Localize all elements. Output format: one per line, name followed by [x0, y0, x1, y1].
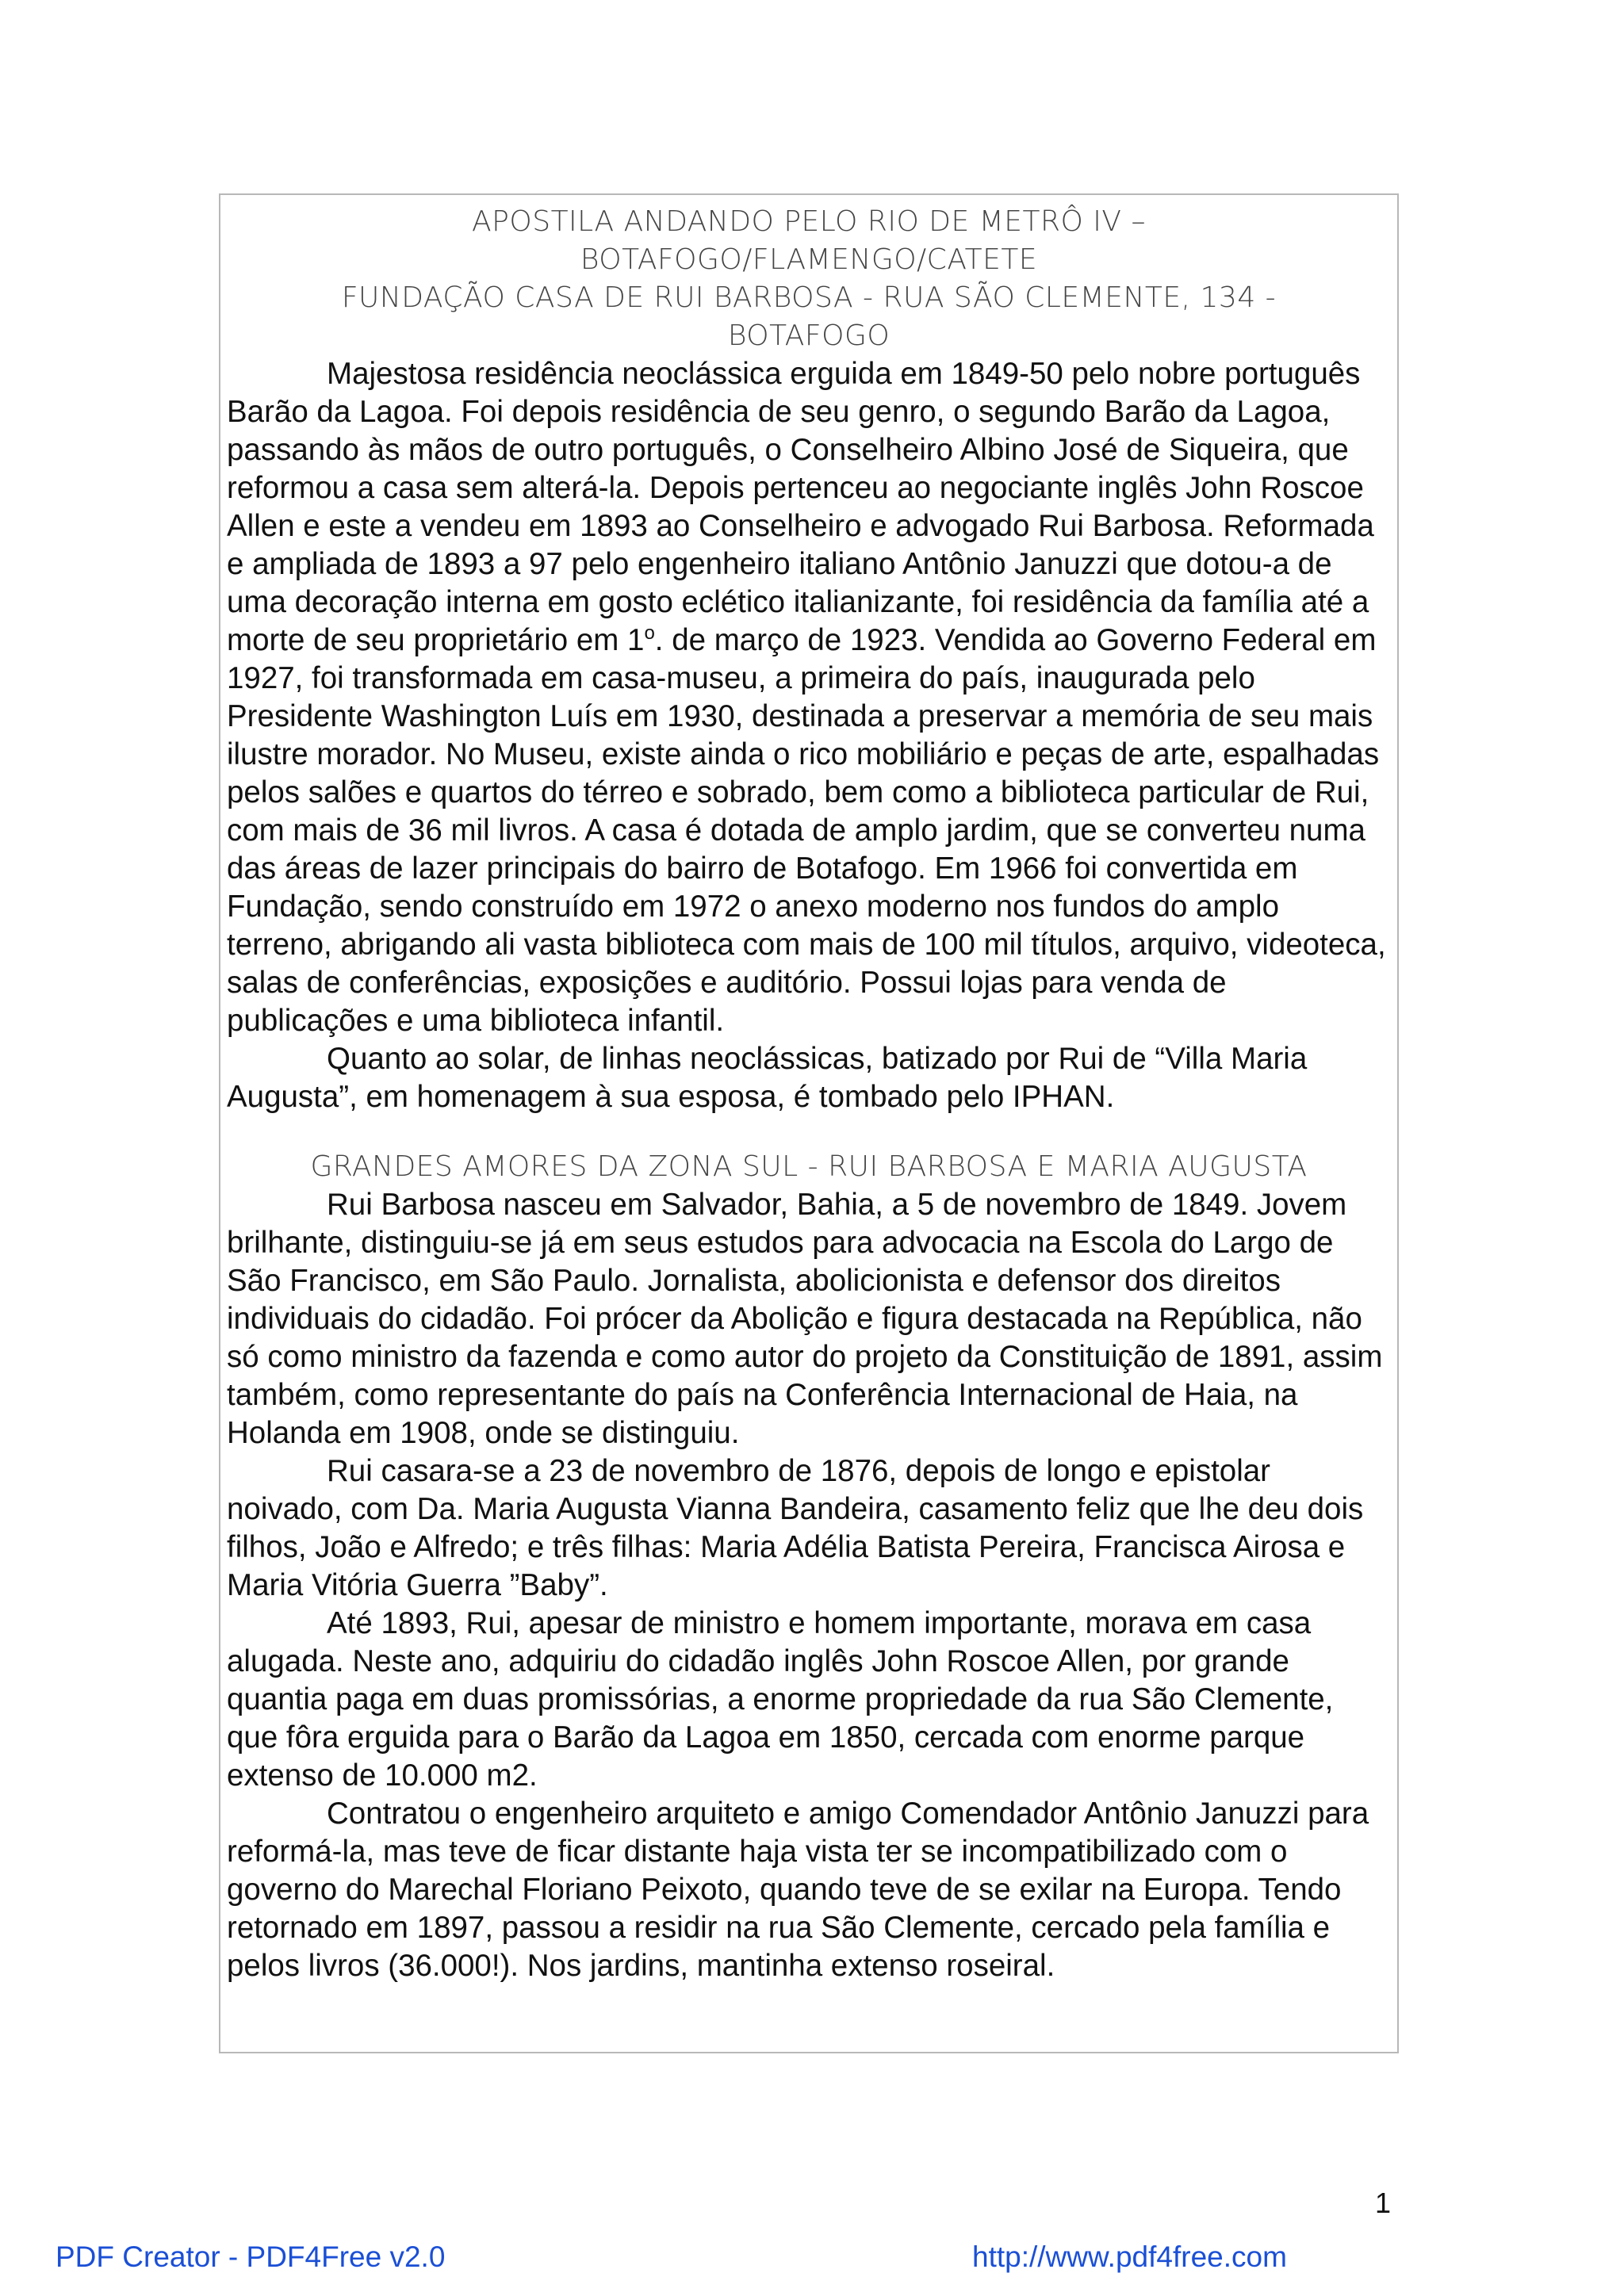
ordinal-superscript: o — [644, 622, 655, 645]
paragraph-text: . de março de 1923. Vendida ao Governo Federal em 1927, foi transformada em casa-museu, a primeira do país, inaugurada pelo Presidente Washington Luís em 1930, destinada a preservar a memória de seu mais ilustre morador. No Museu, existe ainda o rico mobiliário e peças de arte, espalhadas pelos salões e quartos do térreo e sobrado, bem como a biblioteca particular de Rui, com mais de 36 mil livros. A casa é dotada de amplo jardim, que se converteu numa das áreas de lazer principais do bairro de Botafogo. Em 1966 foi convertida em Fundação, sendo construído em 1972 o anexo moderno nos fundos do amplo terreno, abrigando ali vasta biblioteca com mais de 100 mil títulos, arquivo, videoteca, salas de conferências, exposições e auditório. Possui lojas para venda de publicações e uma biblioteca infantil. — [227, 623, 1386, 1038]
section2-heading: GRANDES AMORES DA ZONA SUL - RUI BARBOSA E MARIA AUGUSTA — [310, 1150, 1308, 1183]
section2-paragraph-4: Contratou o engenheiro arquiteto e amigo Comendador Antônio Januzzi para reformá-la, mas teve de ficar distante haja vista ter se incompatibilizado com o governo do Marechal Floriano Peixoto, quando teve de se exilar na Europa. Tendo retornado em 1897, passou a residir na rua São Clemente, cercado pela família e pelos livros (36.000!). Nos jardins, mantinha extenso roseiral. — [227, 1797, 1369, 1983]
section2-paragraph-1: Rui Barbosa nasceu em Salvador, Bahia, a 5 de novembro de 1849. Jovem brilhante, distinguiu-se já em seus estudos para advocacia na Escola do Largo de São Francisco, em São Paulo. Jornalista, abolicionista e defensor dos direitos individuais do cidadão. Foi prócer da Abolição e figura destacada na República, não só como ministro da fazenda e como autor do projeto da Constituição de 1891, assim também, como representante do país na Conferência Internacional de Haia, na Holanda em 1908, onde se distinguiu. — [227, 1188, 1383, 1450]
document-content — [227, 201, 1391, 1985]
section2-paragraph-2: Rui casara-se a 23 de novembro de 1876, depois de longo e epistolar noivado, com Da. Maria Augusta Vianna Bandeira, casamento feliz que lhe deu dois filhos, João e Alfredo; e três filhas: Maria Adélia Batista Pereira, Francisca Airosa e Maria Vitória Guerra ”Baby”. — [227, 1454, 1364, 1602]
page-number: 1 — [1375, 2187, 1392, 2219]
footer-url-link[interactable]: http://www.pdf4free.com — [972, 2241, 1287, 2273]
section-gap — [227, 1116, 1391, 1148]
paragraph-text: Majestosa residência neoclássica erguida em 1849-50 pelo nobre português Barão da Lagoa. Foi depois residência de seu genro, o segundo Barão da Lagoa, passando às mãos de outro português, o Conselheiro Albino José de Siqueira, que reformou a casa sem alterá-la. Depois pertenceu ao negociante inglês John Roscoe Allen e este a vendeu em 1893 ao Conselheiro e advogado Rui Barbosa. Reformada e ampliada de 1893 a 97 pelo engenheiro italiano Antônio Januzzi que dotou-a de uma decoração interna em gosto eclético italianizante, foi residência da família até a morte de seu proprietário em 1 — [227, 357, 1374, 657]
footer-creator-link[interactable]: PDF Creator - PDF4Free v2.0 — [56, 2241, 446, 2273]
document-frame — [219, 193, 1399, 2053]
section1-paragraph-1 — [227, 355, 1391, 1040]
section1-paragraph-2: Quanto ao solar, de linhas neoclássicas, batizado por Rui de “Villa Maria Augusta”, em homenagem à sua esposa, é tombado pelo IPHAN. — [227, 1042, 1308, 1114]
section2-paragraph-3: Até 1893, Rui, apesar de ministro e homem importante, morava em casa alugada. Neste ano, adquiriu do cidadão inglês John Roscoe Allen, por grande quantia paga em duas promissórias, a enorme propriedade da rua São Clemente, que fôra erguida para o Barão da Lagoa em 1850, cercada com enorme parque extenso de 10.000 m2. — [227, 1606, 1334, 1793]
title-line-2: BOTAFOGO/FLAMENGO/CATETE — [580, 243, 1038, 276]
title-line-4: BOTAFOGO — [727, 320, 891, 352]
title-line-1: APOSTILA ANDANDO PELO RIO DE METRÔ IV – — [472, 205, 1146, 238]
title-line-3: FUNDAÇÃO CASA DE RUI BARBOSA - RUA SÃO CLEMENTE, 134 - — [341, 281, 1277, 314]
